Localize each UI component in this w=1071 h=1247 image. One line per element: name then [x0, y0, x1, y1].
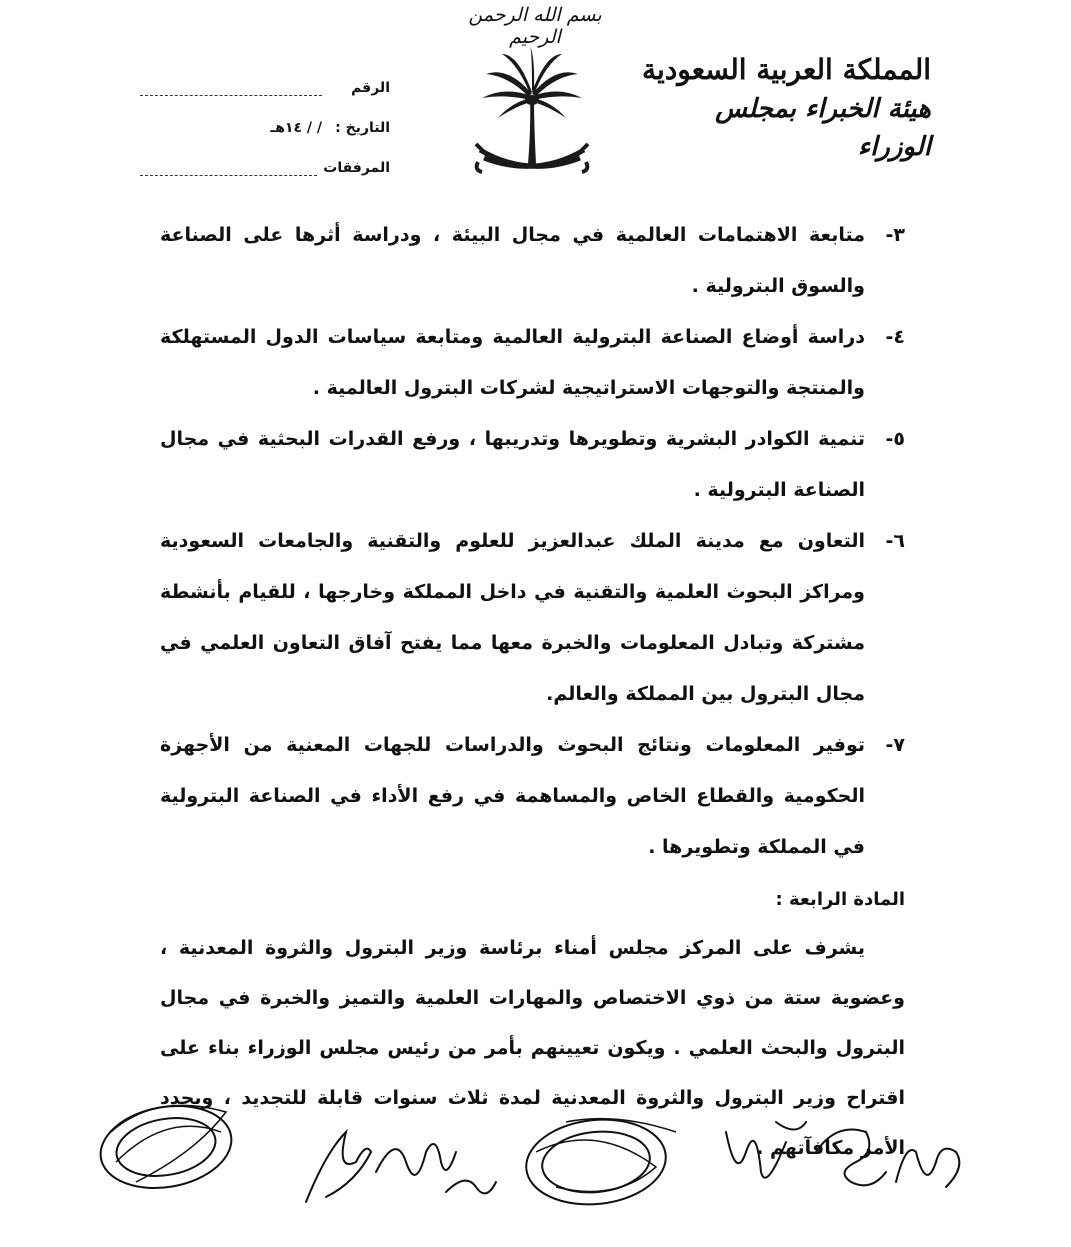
item-number: ٣-: [885, 224, 905, 246]
org-name-line1: المملكة العربية السعودية: [642, 53, 931, 86]
signature-3: [446, 1181, 496, 1194]
list-item: [160, 414, 905, 516]
item-number: ٧-: [885, 734, 905, 756]
item-text: تنمية الكوادر البشرية وتطويرها وتدريبها ، ورفع القدرات البحثية في مجال الصناعة البترولية .: [160, 428, 865, 501]
article-title: المادة الرابعة :: [775, 889, 905, 910]
item-text: توفير المعلومات ونتائج البحوث والدراسات للجهات المعنية من الأجهزة الحكومية والقطاع الخاص والمساهمة في رفع الأداء في الصناعة البترولية في المملكة وتطويرها .: [160, 734, 865, 858]
item-text: دراسة أوضاع الصناعة البترولية العالمية ومتابعة سياسات الدول المستهلكة والمنتجة والتوجهات الاستراتيجية لشركات البترول العالمية .: [160, 326, 865, 399]
document-body: [160, 210, 905, 1173]
signature-2: [376, 1144, 456, 1175]
signatures-area: [96, 1092, 976, 1222]
date-row: [140, 96, 390, 136]
article-paragraph: يشرف على المركز مجلس أمناء برئاسة وزير البترول والثروة المعدنية ، وعضوية ستة من ذوي الاختصاص والمهارات العلمية والتميز والخبرة في مجال البترول والبحث العلمي . ويكون تعيينهم بأمر من رئيس مجلس الوزراء بناء على اقتراح وزير البترول والثروة المعدنية لمدة ثلاث سنوات قابلة للتجديد ، ويحدد الأمر مكافآتهم .: [160, 937, 905, 1159]
official-stamp-middle-icon: [522, 1113, 676, 1211]
organization-header: [641, 50, 931, 166]
list-item: [160, 516, 905, 720]
list-item: [160, 720, 905, 873]
attachments-label: المرفقات: [323, 160, 390, 176]
item-text: التعاون مع مدينة الملك عبدالعزيز للعلوم والتقنية والجامعات السعودية ومراكز البحوث العلمية والتقنية في داخل المملكة وخارجها ، للقيام بأنشطة مشتركة وتبادل المعلومات والخبرة معها مما يفتح آفاق التعاون العلمي في مجال البترول بين المملكة والعالم.: [160, 530, 865, 705]
item-number: ٦-: [885, 530, 905, 552]
date-value: / / ١٤هـ: [270, 120, 322, 136]
attachments-line: [140, 161, 317, 176]
basmala: بسم الله الرحمن الرحيم: [468, 4, 602, 48]
signature-4: [726, 1122, 806, 1178]
list-item: [160, 312, 905, 414]
attachments-row: [140, 136, 390, 176]
reference-fields: [140, 56, 390, 176]
official-stamp-left-icon: [96, 1096, 238, 1198]
signature-6: [896, 1149, 959, 1187]
item-number: ٥-: [885, 428, 905, 450]
ref-number-line: [140, 81, 322, 96]
item-text: متابعة الاهتمامات العالمية في مجال البيئة ، ودراسة أثرها على الصناعة والسوق البترولية .: [160, 224, 865, 297]
signature-5: [816, 1130, 886, 1186]
ref-number-label: الرقم: [351, 80, 390, 96]
signature-1: [306, 1132, 371, 1202]
saudi-emblem-icon: [468, 46, 596, 186]
list-item: [160, 210, 905, 312]
org-name-line2: هيئة الخبراء بمجلس الوزراء: [715, 94, 931, 162]
item-number: ٤-: [885, 326, 905, 348]
ref-number-row: [140, 56, 390, 96]
date-label: التاريخ :: [335, 120, 390, 136]
